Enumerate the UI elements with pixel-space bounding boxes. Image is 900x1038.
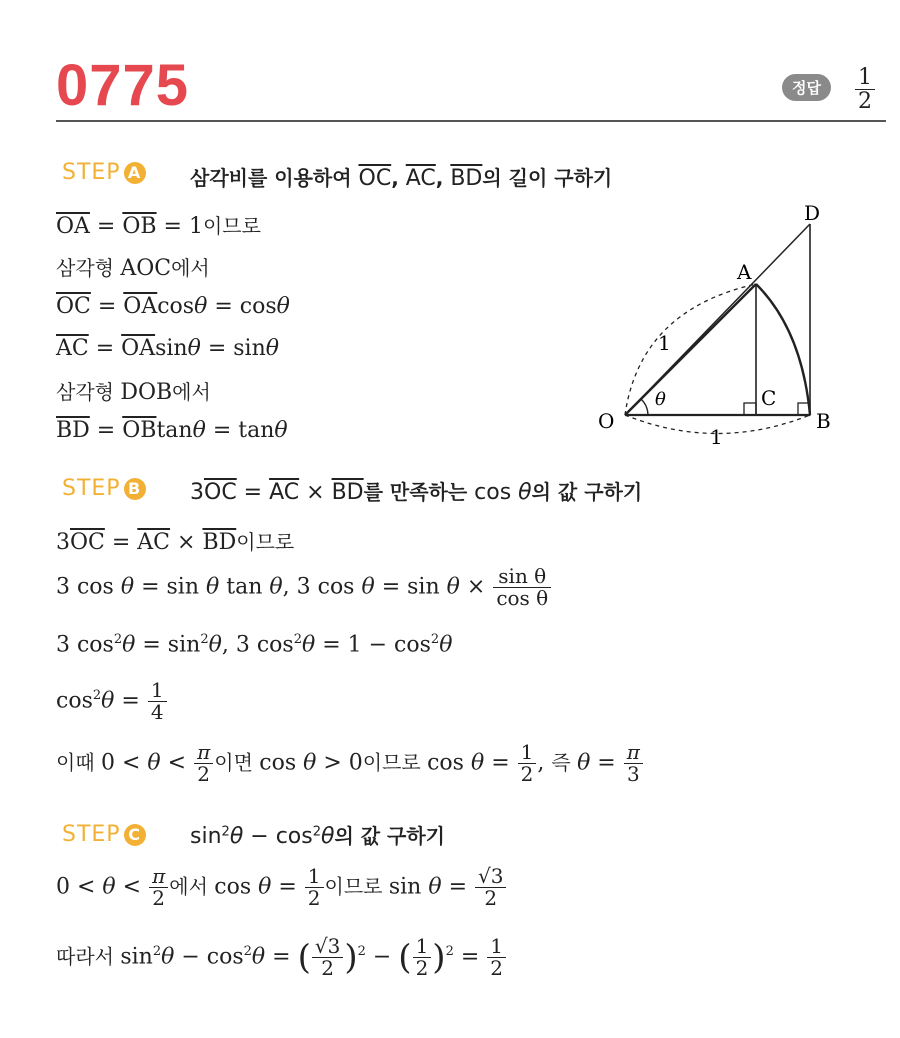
label-one-oa: 1 — [658, 331, 671, 355]
header-rule — [56, 120, 886, 122]
label-b: B — [816, 409, 831, 433]
step-a-line-4: $\overline{AC} = \overline{OA}\sin\theta = \sin\theta$ — [56, 336, 280, 361]
step-c-line-1: 0 < θ < $\frac{\pi}{2}$ 에서 cos θ = $\frac{1}{2}$ 이므로 sin θ = $\frac{√3}{2}$ — [56, 866, 507, 909]
geometry-diagram — [580, 190, 860, 460]
step-b-line-3: 3 $\cos^2\theta = \sin^2\theta$, 3 $\cos^2\theta = 1 - \cos^2\theta$ — [56, 632, 453, 658]
step-a-line-5: 삼각형 DOB에서 — [56, 380, 211, 405]
right-angle-c — [744, 403, 756, 415]
problem-number: 0775 — [56, 53, 190, 118]
label-theta: θ — [655, 389, 666, 410]
label-d: D — [804, 201, 821, 225]
step-a-line-6: $\overline{BD} = \overline{OB}\tan\theta = \tan\theta$ — [56, 418, 288, 443]
label-one-ob: 1 — [710, 425, 723, 449]
step-b-line-2: 3 cos θ = sin θ tan θ, 3 cos θ = sin θ × $\frac{\text{sin θ}}{\text{cos θ}}$ — [56, 566, 552, 609]
answer-badge: 정답 — [782, 74, 831, 101]
step-b-label: STEP B — [62, 476, 146, 501]
step-a-label: STEP A — [62, 160, 146, 185]
step-a-line-1: $\overline{OA} = \overline{OB} = 1$이므로 — [56, 214, 261, 239]
label-a: A — [737, 260, 752, 284]
answer-fraction: $\frac{1}{2}$ — [855, 66, 875, 113]
step-b-title: $3\overline{OC} = \overline{AC} \times \overline{BD}$를 만족하는 cos θ의 값 구하기 — [190, 480, 643, 505]
step-b-line-5: 이때 0 < θ < $\frac{\pi}{2}$ 이면 cos θ > 0이므로 cos θ = $\frac{1}{2}$ , 즉 θ = $\frac{\pi}{3}$ — [56, 742, 644, 785]
angle-arc — [641, 399, 648, 415]
label-c: C — [761, 386, 777, 410]
step-c-title: $\sin^2\theta - \cos^2\theta$의 값 구하기 — [190, 824, 445, 849]
step-a-line-3: $\overline{OC} = \overline{OA}\cos\theta = \cos\theta$ — [56, 294, 290, 319]
segment-oa — [625, 284, 756, 415]
step-c-line-2: 따라서 $\sin^2\theta - \cos^2\theta$ = ( $\frac{√3}{2}$ )$^2$ − ( $\frac{1}{2}$ )$^2$ = $\frac{1}{2}$ — [56, 936, 507, 979]
step-a-title: 삼각비를 이용하여 $\overline{OC}$, $\overline{AC}$, $\overline{BD}$의 길이 구하기 — [190, 166, 613, 191]
step-b-line-4: $\cos^2\theta$ = $\frac{1}{4}$ — [56, 680, 168, 723]
step-c-label: STEP C — [62, 822, 146, 847]
step-b-line-1: $3\overline{OC} = \overline{AC} \times \overline{BD}$이므로 — [56, 530, 295, 555]
label-o: O — [598, 409, 615, 433]
step-a-line-2: 삼각형 AOC에서 — [56, 256, 210, 281]
